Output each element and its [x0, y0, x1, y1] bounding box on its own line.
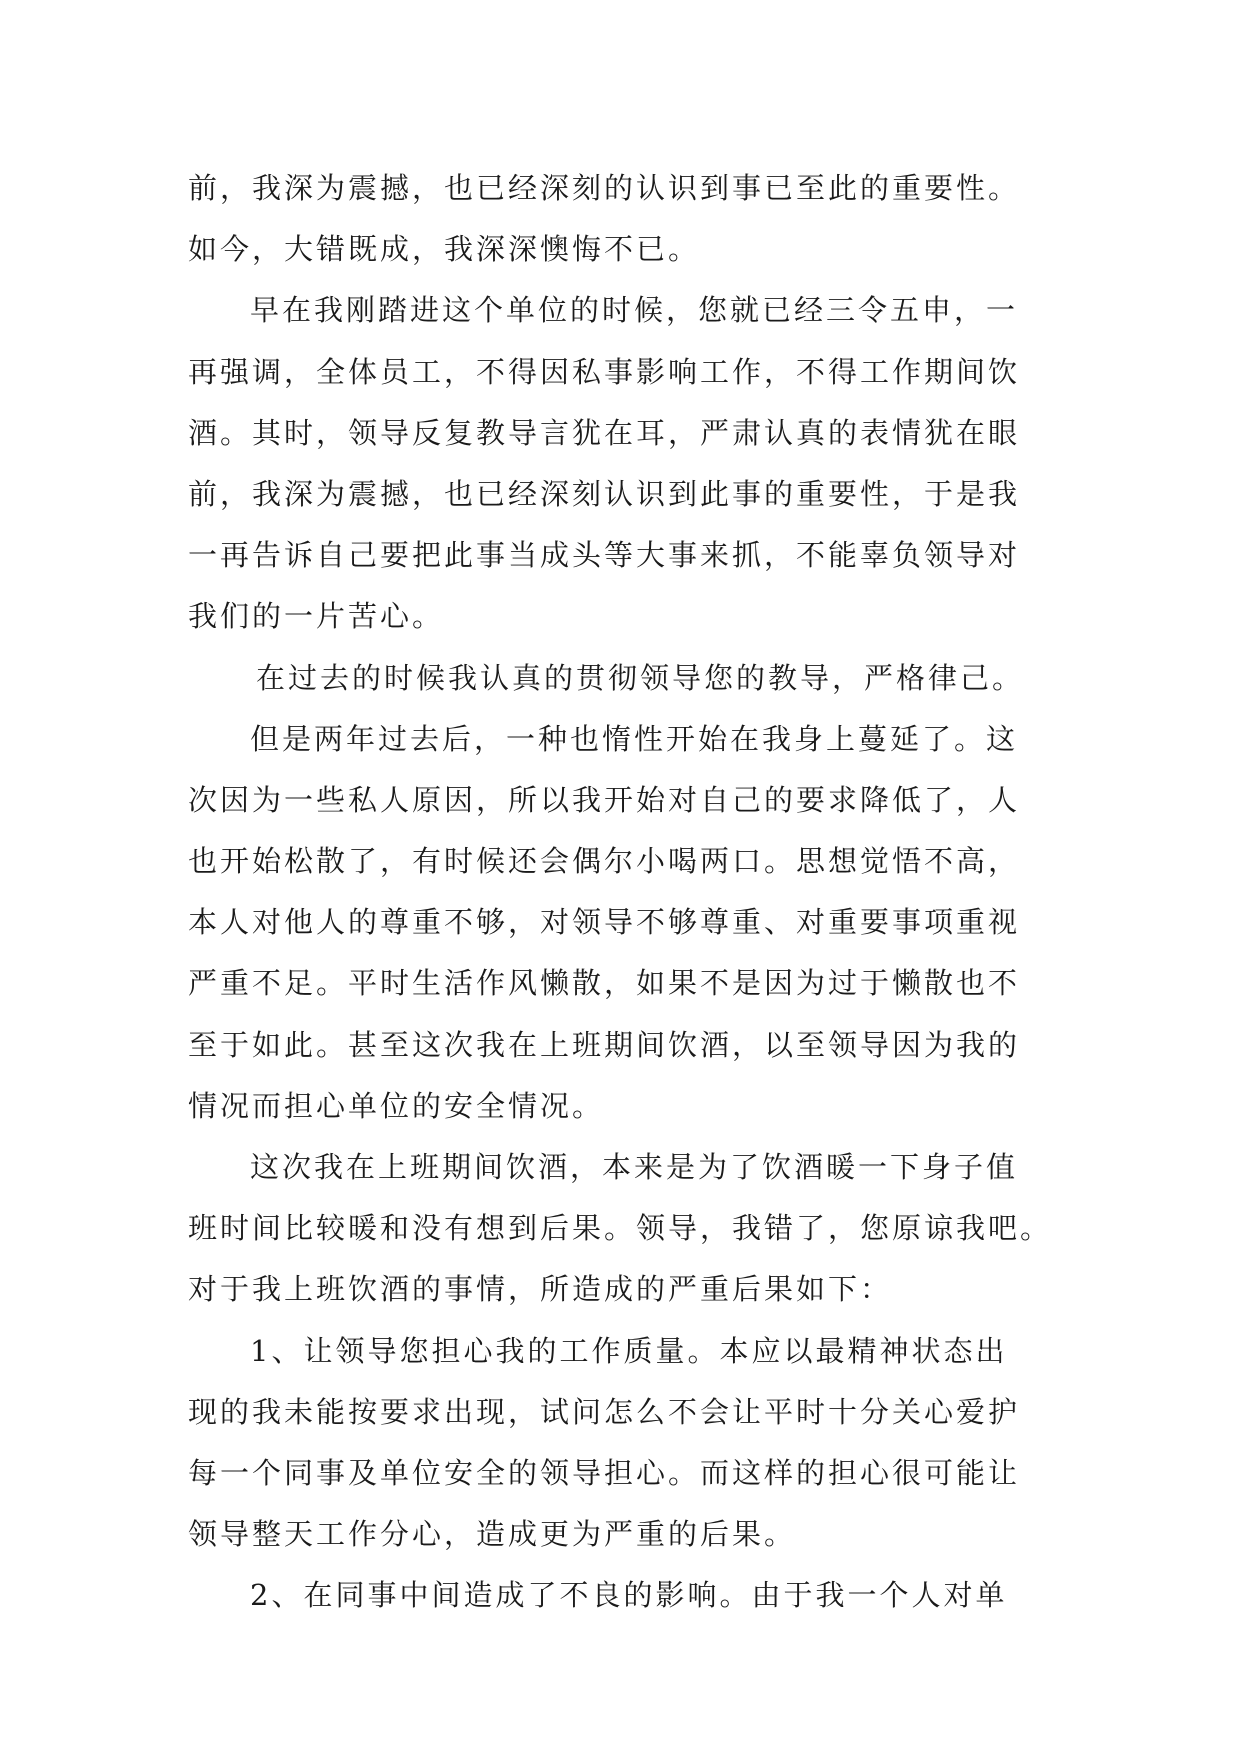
text-line: 领导整天工作分心，造成更为严重的后果。	[188, 1517, 797, 1552]
paragraph-start-line: 早在我刚踏进这个单位的时候，您就已经三令五申，一	[250, 293, 1019, 328]
text-line: 前，我深为震撼，也已经深刻认识到此事的重要性，于是我	[188, 476, 1021, 511]
text-line: 班时间比较暖和没有想到后果。领导，我错了，您原谅我吧。	[188, 1211, 1053, 1246]
text-line: 现的我未能按要求出现，试问怎么不会让平时十分关心爱护	[188, 1394, 1021, 1429]
text-line: 本人对他人的尊重不够，对领导不够尊重、对重要事项重视	[188, 905, 1021, 940]
list-item-line: 2、在同事中间造成了不良的影响。由于我一个人对单	[250, 1578, 1008, 1613]
paragraph-start-line: 但是两年过去后，一种也惰性开始在我身上蔓延了。这	[250, 721, 1019, 756]
document-body	[188, 158, 1058, 1627]
text-line: 如今，大错既成，我深深懊悔不已。	[188, 232, 701, 267]
text-line: 也开始松散了，有时候还会偶尔小喝两口。思想觉悟不高，	[188, 844, 1021, 879]
text-line: 酒。其时，领导反复教导言犹在耳，严肃认真的表情犹在眼	[188, 415, 1021, 450]
text-line: 再强调，全体员工，不得因私事影响工作，不得工作期间饮	[188, 354, 1021, 389]
text-line: 对于我上班饮酒的事情，所造成的严重后果如下：	[188, 1272, 893, 1307]
paragraph-start-line: 这次我在上班期间饮酒，本来是为了饮酒暖一下身子值	[250, 1150, 1019, 1184]
text-line: 至于如此。甚至这次我在上班期间饮酒，以至领导因为我的	[188, 1027, 1021, 1062]
text-line: 情况而担心单位的安全情况。	[188, 1088, 605, 1123]
text-line: 严重不足。平时生活作风懒散，如果不是因为过于懒散也不	[188, 966, 1021, 1001]
text-line: 次因为一些私人原因，所以我开始对自己的要求降低了，人	[188, 782, 1021, 817]
text-line: 每一个同事及单位安全的领导担心。而这样的担心很可能让	[188, 1455, 1021, 1490]
list-item-line: 1、让领导您担心我的工作质量。本应以最精神状态出	[250, 1333, 1008, 1368]
text-line: 我们的一片苦心。	[188, 599, 445, 634]
text-line: 前，我深为震撼，也已经深刻的认识到事已至此的重要性。	[188, 171, 1021, 205]
text-line: 一再告诉自己要把此事当成头等大事来抓，不能辜负领导对	[188, 538, 1021, 573]
paragraph-start-line: 在过去的时候我认真的贯彻领导您的教导，严格律己。	[256, 660, 1025, 695]
